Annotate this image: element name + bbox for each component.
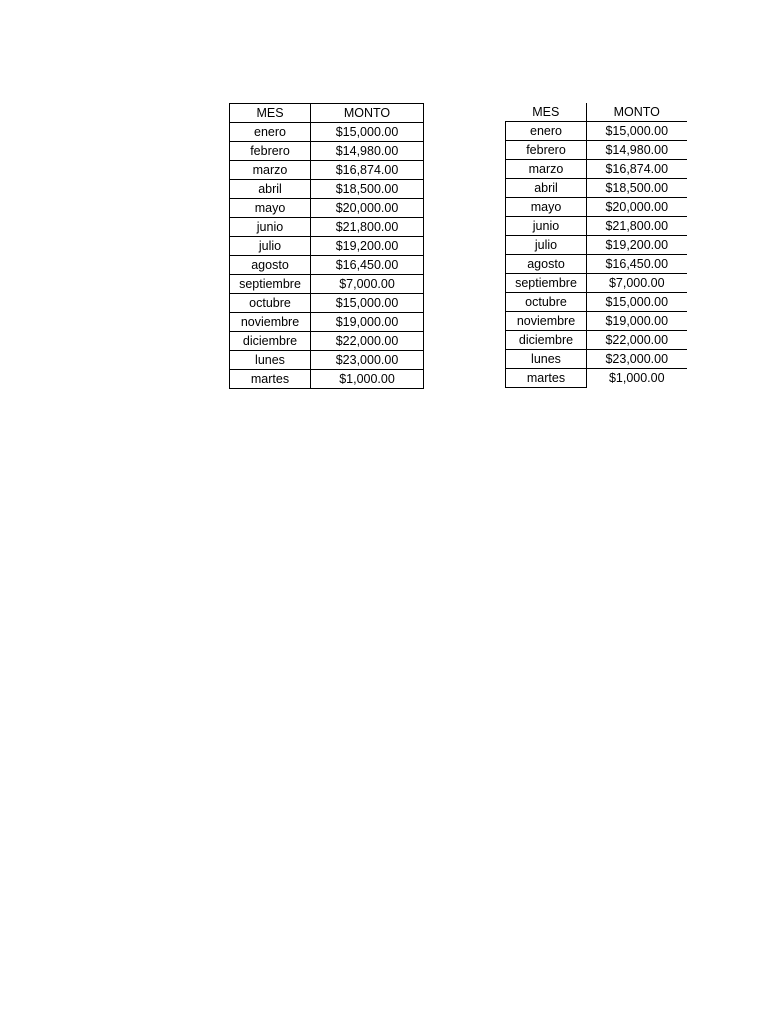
month-cell: enero bbox=[506, 122, 587, 141]
left-table-body bbox=[230, 123, 424, 389]
amount-cell: $22,000.00 bbox=[587, 331, 687, 350]
amount-cell: $23,000.00 bbox=[587, 350, 687, 369]
table-row bbox=[230, 294, 424, 313]
month-cell: enero bbox=[230, 123, 311, 142]
table-row bbox=[506, 350, 687, 369]
right-table bbox=[505, 103, 687, 388]
amount-cell: $14,980.00 bbox=[587, 141, 687, 160]
month-cell: mayo bbox=[506, 198, 587, 217]
month-cell: lunes bbox=[230, 351, 311, 370]
table-row bbox=[506, 331, 687, 350]
month-cell: marzo bbox=[230, 161, 311, 180]
month-cell: septiembre bbox=[506, 274, 587, 293]
amount-cell: $1,000.00 bbox=[311, 370, 424, 389]
amount-cell: $18,500.00 bbox=[311, 180, 424, 199]
table-row bbox=[230, 161, 424, 180]
table-row bbox=[506, 255, 687, 274]
amount-cell: $14,980.00 bbox=[311, 142, 424, 161]
amount-cell: $16,874.00 bbox=[311, 161, 424, 180]
amount-cell: $15,000.00 bbox=[587, 293, 687, 312]
header-row bbox=[506, 103, 687, 122]
month-cell: diciembre bbox=[506, 331, 587, 350]
amount-cell: $16,450.00 bbox=[587, 255, 687, 274]
table-row bbox=[506, 236, 687, 255]
month-cell: abril bbox=[506, 179, 587, 198]
month-cell: diciembre bbox=[230, 332, 311, 351]
month-cell: julio bbox=[230, 237, 311, 256]
month-cell: abril bbox=[230, 180, 311, 199]
month-cell: octubre bbox=[230, 294, 311, 313]
table-row bbox=[230, 237, 424, 256]
amount-cell: $19,000.00 bbox=[311, 313, 424, 332]
amount-cell: $19,000.00 bbox=[587, 312, 687, 331]
amount-cell: $16,874.00 bbox=[587, 160, 687, 179]
amount-cell: $18,500.00 bbox=[587, 179, 687, 198]
table-row bbox=[230, 123, 424, 142]
month-cell: septiembre bbox=[230, 275, 311, 294]
header-row bbox=[230, 104, 424, 123]
table-row bbox=[506, 179, 687, 198]
table-row bbox=[230, 313, 424, 332]
left-table bbox=[229, 103, 424, 389]
amount-cell: $1,000.00 bbox=[587, 369, 687, 388]
table-row bbox=[506, 122, 687, 141]
table-row bbox=[230, 142, 424, 161]
month-cell: octubre bbox=[506, 293, 587, 312]
month-cell: junio bbox=[230, 218, 311, 237]
month-cell: julio bbox=[506, 236, 587, 255]
amount-cell: $15,000.00 bbox=[311, 294, 424, 313]
mes-header: MES bbox=[230, 104, 311, 123]
table-row bbox=[230, 199, 424, 218]
table-row bbox=[230, 370, 424, 389]
right-table-body bbox=[506, 122, 687, 388]
amount-cell: $15,000.00 bbox=[311, 123, 424, 142]
amount-cell: $7,000.00 bbox=[587, 274, 687, 293]
amount-cell: $19,200.00 bbox=[587, 236, 687, 255]
amount-cell: $20,000.00 bbox=[311, 199, 424, 218]
amount-cell: $23,000.00 bbox=[311, 351, 424, 370]
table-row bbox=[506, 274, 687, 293]
month-cell: agosto bbox=[506, 255, 587, 274]
table-row bbox=[506, 293, 687, 312]
amount-cell: $19,200.00 bbox=[311, 237, 424, 256]
month-cell: martes bbox=[230, 370, 311, 389]
amount-cell: $20,000.00 bbox=[587, 198, 687, 217]
table-row bbox=[230, 351, 424, 370]
table-row bbox=[230, 332, 424, 351]
month-cell: mayo bbox=[230, 199, 311, 218]
month-cell: agosto bbox=[230, 256, 311, 275]
month-cell: febrero bbox=[506, 141, 587, 160]
amount-cell: $16,450.00 bbox=[311, 256, 424, 275]
amount-cell: $21,800.00 bbox=[587, 217, 687, 236]
month-cell: noviembre bbox=[230, 313, 311, 332]
table-row bbox=[230, 180, 424, 199]
month-cell: martes bbox=[506, 369, 587, 388]
amount-cell: $15,000.00 bbox=[587, 122, 687, 141]
table-row bbox=[506, 160, 687, 179]
monto-header: MONTO bbox=[311, 104, 424, 123]
monto-header: MONTO bbox=[587, 103, 687, 122]
mes-header: MES bbox=[506, 103, 587, 122]
table-row bbox=[230, 218, 424, 237]
month-cell: marzo bbox=[506, 160, 587, 179]
month-cell: lunes bbox=[506, 350, 587, 369]
amount-cell: $22,000.00 bbox=[311, 332, 424, 351]
amount-cell: $7,000.00 bbox=[311, 275, 424, 294]
month-cell: junio bbox=[506, 217, 587, 236]
table-row bbox=[506, 369, 687, 388]
amount-cell: $21,800.00 bbox=[311, 218, 424, 237]
month-cell: febrero bbox=[230, 142, 311, 161]
table-row bbox=[506, 217, 687, 236]
table-row bbox=[506, 198, 687, 217]
month-cell: noviembre bbox=[506, 312, 587, 331]
table-row bbox=[230, 275, 424, 294]
table-row bbox=[506, 141, 687, 160]
table-row bbox=[506, 312, 687, 331]
table-row bbox=[230, 256, 424, 275]
